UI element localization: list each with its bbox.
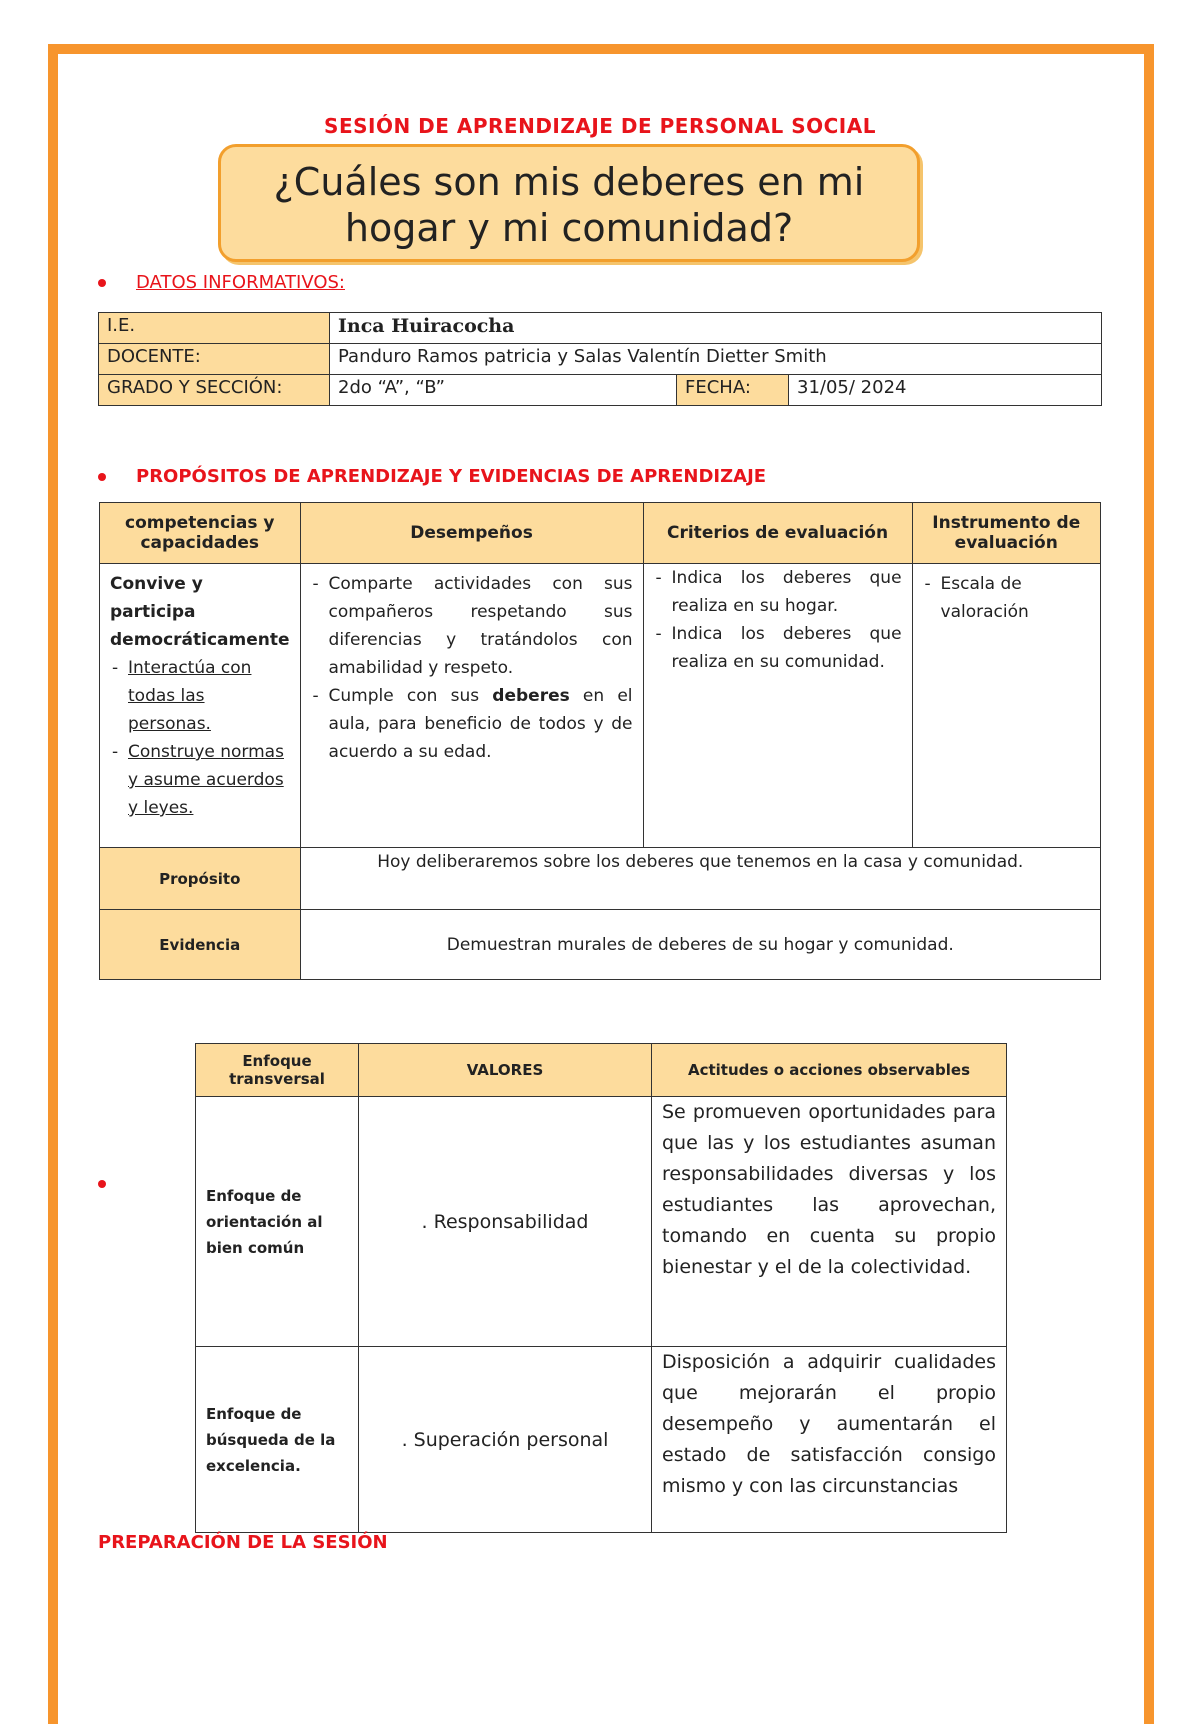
header-criterios: Criterios de evaluación [643, 503, 912, 564]
desempeno-text: Cumple con sus [328, 686, 493, 706]
header-competencias: competencias y capacidades [100, 503, 301, 564]
evidencia-text: Demuestran murales de deberes de su hogar y comunidad. [300, 910, 1100, 980]
header-valores: VALORES [359, 1044, 652, 1097]
enfoques-table [195, 1043, 1007, 1533]
list-item: - Construye normas y asume acuerdos y leyes. [110, 738, 290, 822]
datos-table [98, 312, 1102, 406]
main-question-box [218, 144, 920, 262]
grado-value: 2do “A”, “B” [330, 375, 677, 406]
list-item: - Escala de valoración [923, 570, 1090, 626]
preparacion-heading: PREPARACIÓN DE LA SESIÓN [98, 1532, 388, 1553]
docente-value: Panduro Ramos patricia y Salas Valentín Dietter Smith [330, 344, 1102, 375]
competencias-cell [100, 564, 301, 848]
proposito-text: Hoy deliberaremos sobre los deberes que tenemos en la casa y comunidad. [300, 848, 1100, 910]
capacidades-list [110, 654, 290, 822]
fecha-label: FECHA: [677, 375, 789, 406]
valor: . Responsabilidad [359, 1097, 652, 1347]
criterios-cell [643, 564, 912, 848]
desempeno-text: en el aula, para beneficio de todos y de acuerdo a su edad. [328, 686, 633, 762]
main-question [221, 147, 917, 251]
header-desempenos: Desempeños [300, 503, 643, 564]
ie-label: I.E. [99, 313, 330, 344]
propositos-table [99, 502, 1101, 980]
list-item: - Interactúa con todas las personas. [110, 654, 290, 738]
list-item: - Indica los deberes que realiza en su hogar. [654, 564, 902, 620]
propositos-label: PROPÓSITOS DE APRENDIZAJE Y EVIDENCIAS DE APRENDIZAJE [136, 466, 767, 487]
docente-label: DOCENTE: [99, 344, 330, 375]
actitud: Se promueven oportunidades para que las y los estudiantes asuman responsabilidades diversas y los estudiantes las aprovechan, tomando en cuenta su propio bienestar y el de la colectividad. [652, 1097, 1007, 1347]
list-item: - Comparte actividades con sus compañeros respetando sus diferencias y tratándolos con amabilidad y respeto. [311, 570, 633, 682]
evidencia-label: Evidencia [100, 910, 301, 980]
session-title: SESIÓN DE APRENDIZAJE DE PERSONAL SOCIAL [324, 114, 876, 138]
main-question-line2: hogar y mi comunidad? [344, 206, 794, 250]
fecha-value: 31/05/ 2024 [789, 375, 1102, 406]
instrumento-list [923, 570, 1090, 626]
ie-value: Inca Huiracocha [330, 313, 1102, 344]
bullet-icon [98, 279, 106, 287]
instrumento-cell [912, 564, 1100, 848]
competencia-title: Convive y participa democráticamente [110, 574, 290, 650]
datos-label: DATOS INFORMATIVOS: [136, 272, 345, 293]
list-item: - Indica los deberes que realiza en su comunidad. [654, 620, 902, 676]
list-item [311, 682, 633, 766]
header-instrumento: Instrumento de evaluación [912, 503, 1100, 564]
header-actitudes: Actitudes o acciones observables [652, 1044, 1007, 1097]
desempenos-list [311, 570, 633, 766]
valor: . Superación personal [359, 1347, 652, 1533]
desempenos-cell [300, 564, 643, 848]
proposito-label: Propósito [100, 848, 301, 910]
desempeno-bold: deberes [492, 686, 570, 706]
grado-label: GRADO Y SECCIÓN: [99, 375, 330, 406]
enfoque-name: Enfoque de orientación al bien común [196, 1097, 359, 1347]
propositos-section-label [98, 466, 766, 487]
criterios-list [654, 564, 902, 676]
actitud: Disposición a adquirir cualidades que mejorarán el propio desempeño y aumentarán el estado de satisfacción consigo mismo y con las circunstancias [652, 1347, 1007, 1533]
main-question-line1: ¿Cuáles son mis deberes en mi [273, 160, 865, 204]
datos-section-label [98, 272, 345, 293]
bullet-icon [98, 473, 106, 481]
enfoque-name: Enfoque de búsqueda de la excelencia. [196, 1347, 359, 1533]
header-enfoque: Enfoque transversal [196, 1044, 359, 1097]
bullet-icon [98, 1180, 106, 1188]
